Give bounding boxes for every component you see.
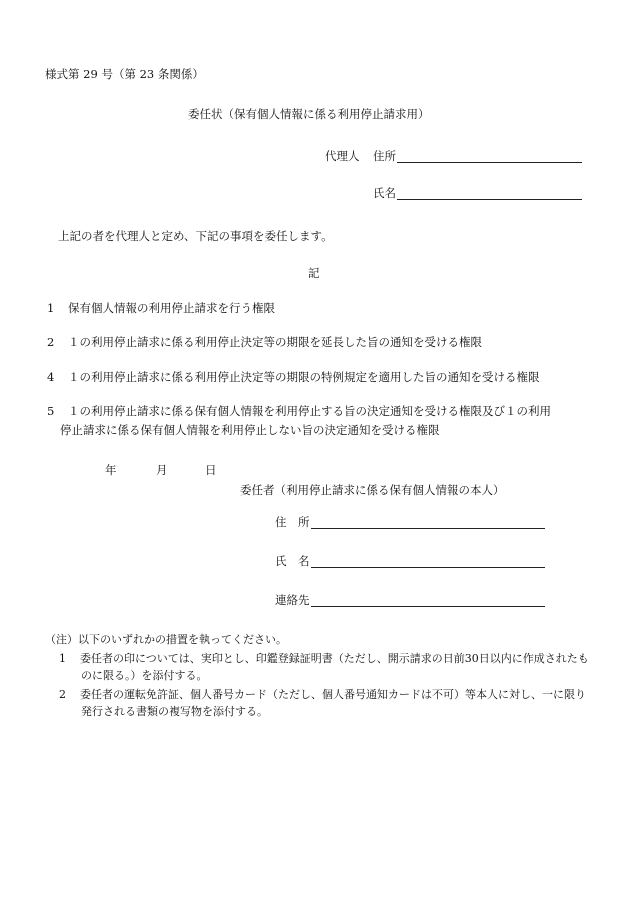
principal-heading: 委任者（利用停止請求に係る保有個人情報の本人） [240, 483, 505, 497]
note-item [59, 686, 590, 720]
principal-address-label: 住 所 [275, 515, 310, 529]
item-number: 2 [47, 335, 55, 349]
item-text: １の利用停止請求に係る利用停止決定等の期限の特例規定を適用した旨の通知を受ける権限 [68, 370, 540, 384]
item-text: 保有個人情報の利用停止請求を行う権限 [68, 301, 275, 315]
form-number: 様式第 29 号（第 23 条関係） [45, 67, 204, 81]
document-title: 委任状（保有個人情報に係る利用停止請求用） [188, 107, 430, 121]
note-text: 委任者の運転免許証、個人番号カード（ただし、個人番号通知カードは不可）等本人に対し、一に限り発行される書類の複写物を添付する。 [80, 688, 586, 719]
item-number: 4 [47, 370, 55, 384]
principal-contact-label: 連絡先 [275, 593, 310, 607]
date-day-label: 日 [205, 463, 217, 477]
note-number: 1 [59, 652, 66, 666]
note-text: 委任者の印については、実印とし、印鑑登録証明書（ただし、開示請求の日前30日以内に作成されたものに限る。）を添付する。 [80, 652, 589, 683]
notes-section [45, 631, 590, 720]
agent-address-field[interactable] [397, 146, 582, 163]
item-number: 5 [47, 404, 55, 418]
agent-address-label: 住所 [373, 149, 396, 163]
date-year-label: 年 [105, 463, 117, 477]
item-text-line2: 停止請求に係る保有個人情報を利用停止しない旨の決定通知を受ける権限 [60, 423, 440, 437]
intro-text: 上記の者を代理人と定め、下記の事項を委任します。 [58, 229, 333, 243]
agent-label: 代理人 [325, 149, 360, 163]
principal-name-field[interactable] [311, 551, 545, 568]
principal-name-label: 氏 名 [275, 554, 310, 568]
item-text: １の利用停止請求に係る利用停止決定等の期限を延長した旨の通知を受ける権限 [68, 335, 482, 349]
ki-heading: 記 [308, 266, 320, 280]
notes-heading: （注）以下のいずれかの措置を執ってください。 [45, 633, 287, 646]
note-item [59, 650, 590, 684]
agent-name-label: 氏名 [373, 186, 396, 200]
agent-name-field[interactable] [397, 183, 582, 200]
principal-address-field[interactable] [311, 512, 545, 529]
principal-contact-field[interactable] [311, 590, 545, 607]
item-number: 1 [47, 301, 55, 315]
item-text-line1: １の利用停止請求に係る保有個人情報を利用停止する旨の決定通知を受ける権限及び１の利用 [68, 404, 551, 418]
date-month-label: 月 [156, 463, 168, 477]
note-number: 2 [59, 688, 66, 702]
